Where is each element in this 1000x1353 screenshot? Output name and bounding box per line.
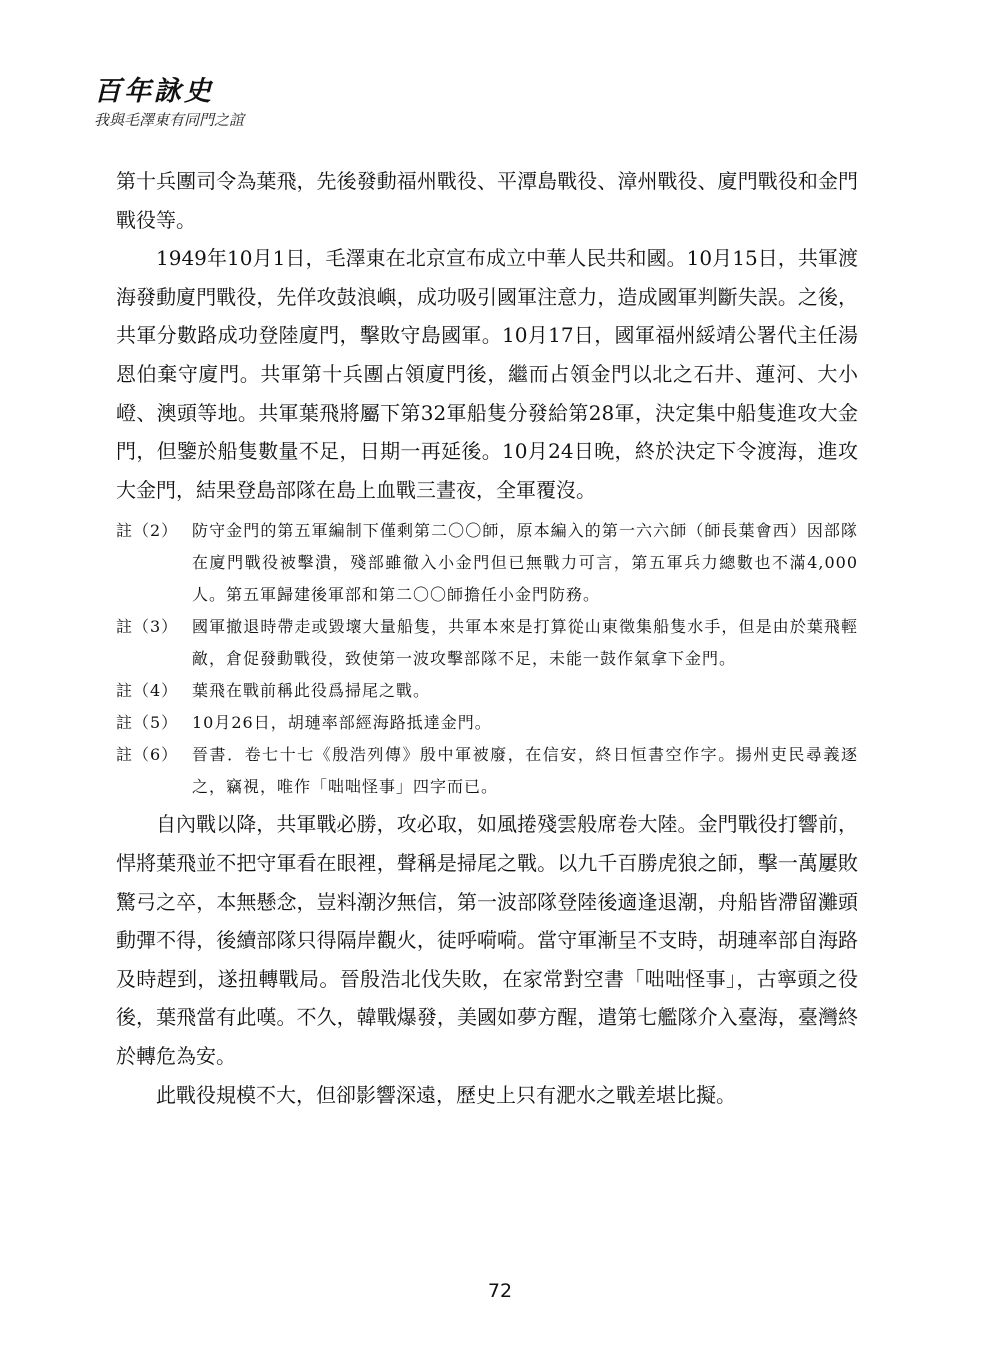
footnotes	[116, 515, 858, 803]
footnote-text: 葉飛在戰前稱此役爲掃尾之戰。	[192, 681, 431, 701]
running-header	[94, 76, 244, 130]
book-subtitle: 我與毛澤東有同門之誼	[94, 111, 245, 129]
footnote-label: 註（3）	[116, 617, 179, 637]
footnote	[116, 707, 858, 739]
footnote-label: 註（4）	[116, 681, 179, 701]
body-paragraph: 第十兵團司令為葉飛，先後發動福州戰役、平潭島戰役、漳州戰役、廈門戰役和金門戰役等。	[116, 169, 858, 232]
footnote-text: 國軍撤退時帶走或毀壞大量船隻，共軍本來是打算從山東徵集船隻水手，但是由於葉飛輕敵，倉促發動戰役，致使第一波攻擊部隊不足，未能一鼓作氣拿下金門。	[192, 617, 858, 669]
page-body	[116, 162, 858, 1114]
body-paragraph: 1949年10月1日，毛澤東在北京宣布成立中華人民共和國。10月15日，共軍渡海發動廈門戰役，先佯攻鼓浪嶼，成功吸引國軍注意力，造成國軍判斷失誤。之後，共軍分數路成功登陸廈門，擊敗守島國軍。10月17日，國軍福州綏靖公署代主任湯恩伯棄守廈門。共軍第十兵團占領廈門後，繼而占領金門以北之石井、蓮河、大小嶝、澳頭等地。共軍葉飛將屬下第32軍船隻分發給第28軍，決定集中船隻進攻大金門，但鑒於船隻數量不足，日期一再延後。10月24日晚，終於決定下令渡海，進攻大金門，結果登島部隊在島上血戰三晝夜，全軍覆沒。	[116, 246, 858, 502]
page-number: 72	[487, 1280, 513, 1302]
footnote	[116, 739, 858, 803]
footnote-label: 註（2）	[116, 521, 179, 541]
footnote	[116, 515, 858, 611]
footnote	[116, 675, 858, 707]
footnote-label: 註（6）	[116, 745, 179, 765]
footnote-text: 防守金門的第五軍編制下僅剩第二〇〇師，原本編入的第一六六師（師長葉會西）因部隊在廈門戰役被擊潰，殘部雖徹入小金門但已無戰力可言，第五軍兵力總數也不滿4,000人。第五軍歸建後軍部和第二〇〇師擔任小金門防務。	[192, 521, 858, 605]
body-paragraph: 自內戰以降，共軍戰必勝，攻必取，如風捲殘雲般席卷大陸。金門戰役打響前，悍將葉飛並不把守軍看在眼裡，聲稱是掃尾之戰。以九千百勝虎狼之師，擊一萬屢敗驚弓之卒，本無懸念，豈料潮汐無信，第一波部隊登陸後適逢退潮，舟船皆滯留灘頭動彈不得，後續部隊只得隔岸觀火，徒呼嗬嗬。當守軍漸呈不支時，胡璉率部自海路及時趕到，遂扭轉戰局。晉殷浩北伐失敗，在家常對空書「咄咄怪事」，古寧頭之役後，葉飛當有此嘆。不久，韓戰爆發，美國如夢方醒，遣第七艦隊介入臺海，臺灣終於轉危為安。	[116, 812, 858, 1068]
footnote-text: 晉書．卷七十七《殷浩列傳》殷中軍被廢，在信安，終日恒書空作字。揚州吏民尋義逐之，竊視，唯作「咄咄怪事」四字而已。	[192, 745, 858, 797]
footnote-text: 10月26日，胡璉率部經海路抵達金門。	[192, 713, 492, 733]
body-paragraph: 此戰役規模不大，但卻影響深遠，歷史上只有淝水之戰差堪比擬。	[156, 1082, 736, 1107]
footnote	[116, 611, 858, 675]
book-title: 百年詠史	[94, 76, 214, 107]
footnote-label: 註（5）	[116, 713, 179, 733]
